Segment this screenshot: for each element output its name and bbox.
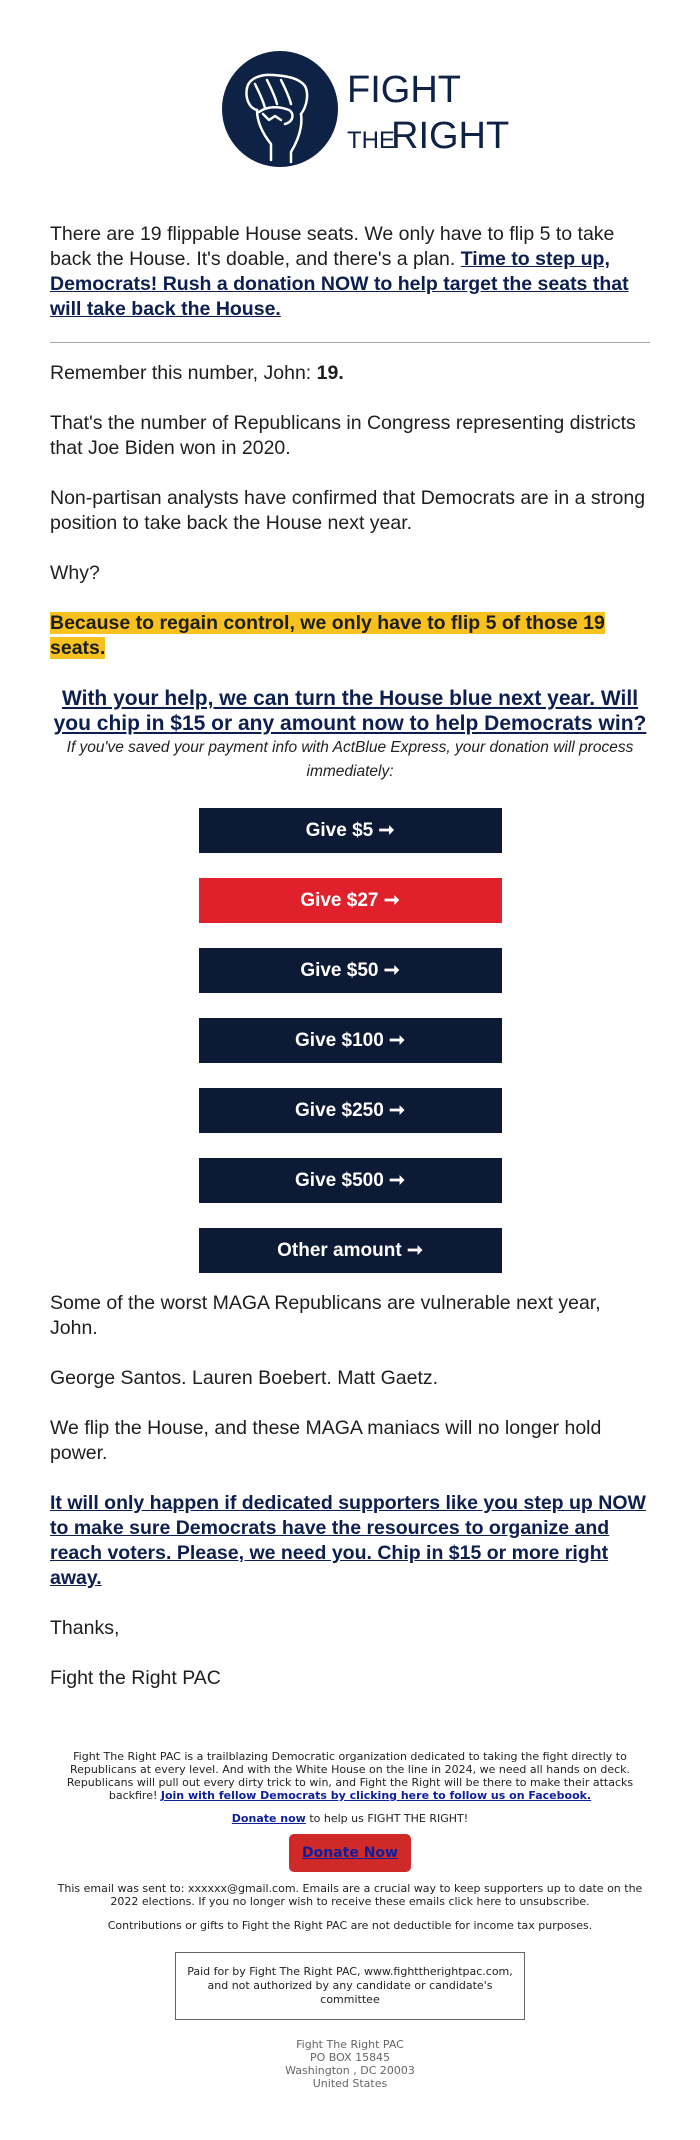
logo-circle [222,51,338,167]
maga-vulnerable-paragraph: Some of the worst MAGA Republicans are vulnerable next year, John. [50,1292,601,1339]
flip-house-paragraph: We flip the House, and these MAGA maniacs will no longer hold power. [50,1417,602,1464]
intro-donate-link[interactable]: Time to step up, Democrats! Rush a donation NOW to help target the seats that will take back the House. [50,248,629,320]
give-500-button[interactable]: Give $500 ➞ [199,1158,502,1203]
logo-graphic [219,48,510,170]
logo-text-the: THE [347,127,395,154]
supporters-paragraph [50,1491,650,1591]
give-5-button[interactable]: Give $5 ➞ [199,808,502,853]
donate-now-line [50,1812,650,1825]
cta-headline [50,686,650,736]
intro-text: There are 19 flippable House seats. We only have to flip 5 to take back the House. It's doable, and there's a plan. [50,223,615,270]
why-paragraph: Why? [50,562,100,584]
give-50-button[interactable]: Give $50 ➞ [199,948,502,993]
cta-headline-link[interactable]: With your help, we can turn the House blue next year. Will you chip in $15 or any amount now to help Democrats win? [53,687,647,735]
signature-text: Fight the Right PAC [50,1667,221,1689]
email-body [50,222,650,1691]
address-line: PO BOX 15845 [309,2051,391,2064]
facebook-link[interactable]: Join with fellow Democrats by clicking here to follow us on Facebook. [160,1789,592,1802]
number-text: Remember this number, John: [50,362,317,384]
number-bold: 19. [316,362,344,384]
other-amount-button[interactable]: Other amount ➞ [199,1228,502,1273]
analysts-paragraph: Non-partisan analysts have confirmed that Democrats are in a strong position to take back the House next year. [50,487,646,534]
address-line: United States [312,2077,388,2090]
logo-text-right: RIGHT [391,115,510,157]
thanks-text: Thanks, [50,1617,120,1639]
give-27-button[interactable]: Give $27 ➞ [199,878,502,923]
give-100-button[interactable]: Give $100 ➞ [199,1018,502,1063]
fight-the-right-logo[interactable] [219,48,510,170]
logo-text-fight: FIGHT [347,69,461,111]
paid-for-box: Paid for by Fight The Right PAC, www.fighttherightpac.com, and not authorized by any candidate or candidate's committee [175,1952,525,2020]
names-paragraph: George Santos. Lauren Boebert. Matt Gaetz. [50,1367,439,1389]
donate-button-row [50,1834,650,1872]
donate-now-link[interactable]: Donate now [231,1812,306,1825]
address-line: Washington , DC 20003 [285,2064,415,2077]
intro-paragraph [50,222,650,322]
sent-to-text: This email was sent to: xxxxxx@gmail.com. Emails are a crucial way to keep supporters up to date on the 2022 elections. If you no longer wish to receive these emails click here to unsubscribe. [57,1882,643,1908]
highlighted-text: Because to regain control, we only have to flip 5 of those 19 seats. [50,612,605,659]
number-paragraph [50,361,650,386]
divider [50,342,650,343]
republicans-paragraph: That's the number of Republicans in Congress representing districts that Joe Biden won in 2020. [50,412,636,459]
tax-disclaimer: Contributions or gifts to Fight the Right PAC are not deductible for income tax purposes. [107,1919,593,1932]
highlight-paragraph [50,611,650,661]
donate-now-suffix: to help us FIGHT THE RIGHT! [305,1812,469,1825]
supporters-donate-link[interactable]: It will only happen if dedicated supporters like you step up NOW to make sure Democrats have the resources to organize and reach voters. Please, we need you. Chip in $15 or more right away. [50,1492,646,1589]
actblue-note: If you've saved your payment info with ActBlue Express, your donation will process immediately: [66,739,634,780]
address-line: Fight The Right PAC [296,2038,404,2051]
email-footer [50,1750,650,2090]
mailing-address [50,2038,650,2090]
give-250-button[interactable]: Give $250 ➞ [199,1088,502,1133]
donation-button-list [50,808,650,1273]
about-paragraph [50,1750,650,1802]
about-text: Fight The Right PAC is a trailblazing Democratic organization dedicated to taking the fight directly to Republicans at every level. And with the White House on the line in 2024, we need all hands on deck. Republicans will pull out every dirty trick to win, and Fight the Right will be there to make their attacks backfire! [66,1750,634,1802]
donate-now-button[interactable]: Donate Now [289,1834,411,1872]
